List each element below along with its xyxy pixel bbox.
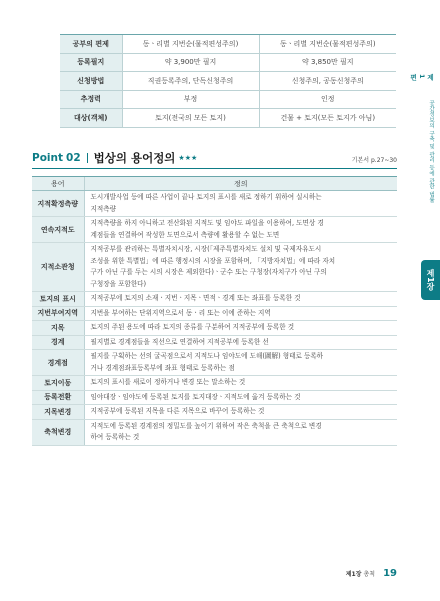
term-definition (84, 243, 397, 292)
term-row (32, 335, 397, 350)
definition-line: 지적도에 등록된 경계점의 정밀도를 높이기 위하여 작은 축척을 큰 축척으로 변경 (90, 421, 322, 430)
definition-line: 필지를 구획하는 선의 굴곡점으로서 지적도나 임야도에 도해(圖解) 형태로 등록하 (90, 352, 324, 360)
term-name: 경계 (32, 335, 84, 350)
point-heading (32, 150, 197, 166)
term-row (32, 405, 397, 420)
definition-line: 지적공부에 등록된 지목을 다른 지목으로 바꾸어 등록하는 것 (90, 407, 265, 415)
term-row (32, 376, 397, 391)
definition-line: 지적측량 (90, 204, 116, 213)
definition-line: 토지의 주된 용도에 따라 토지의 종류를 구분하여 지적공부에 등록한 것 (90, 323, 295, 331)
comparison-row (60, 109, 396, 128)
comparison-label: 추정력 (60, 90, 122, 109)
terms-table (32, 176, 397, 446)
point-number: 02 (66, 152, 81, 164)
comparison-left: 토지(전국의 모든 토지) (122, 109, 259, 128)
comparison-row (60, 90, 396, 109)
term-definition (84, 335, 397, 350)
term-row (32, 306, 397, 321)
definition-line: 지적공부를 관리하는 특별자치시장, 시장(「제주특별자치도 설치 및 국제자유도시 (90, 245, 322, 253)
term-row (32, 217, 397, 243)
textbook-reference: 기본서 p.27~30 (351, 157, 397, 164)
heading-divider (87, 153, 88, 163)
comparison-row (60, 72, 396, 91)
point-label: Point (32, 152, 64, 164)
term-row (32, 419, 397, 445)
comparison-right: 약 3,850만 필지 (259, 53, 396, 72)
definition-line: 거나 경계점좌표등록부에 좌표 형태로 등록하는 점 (90, 363, 235, 372)
term-definition (84, 217, 397, 243)
section-badge: 제1장 (421, 260, 440, 300)
term-definition (84, 405, 397, 420)
term-name: 지목변경 (32, 405, 84, 420)
definition-line: 임야대장ㆍ임야도에 등록된 토지를 토지대장ㆍ지적도에 옮겨 등록하는 것 (90, 392, 301, 401)
page-footer (346, 568, 397, 579)
term-name: 등록전환 (32, 390, 84, 405)
footer-subtitle: 총칙 (363, 571, 376, 578)
page-number: 19 (383, 568, 397, 579)
comparison-right: 건물 + 토지(모든 토지가 아님) (259, 109, 396, 128)
terms-header-row (32, 177, 397, 191)
term-definition (84, 350, 397, 376)
term-name: 축척변경 (32, 419, 84, 445)
term-column-header: 용어 (32, 177, 84, 191)
comparison-left: 부정 (122, 90, 259, 109)
term-definition (84, 321, 397, 336)
definition-line: 하여 등록하는 것 (90, 433, 140, 441)
term-name: 지적소관청 (32, 243, 84, 292)
term-row (32, 321, 397, 336)
comparison-right: 동ㆍ리별 지번순(물적편성주의) (259, 35, 396, 54)
term-row (32, 292, 397, 307)
definition-line: 지번을 부여하는 단위지역으로서 동ㆍ리 또는 이에 준하는 지역 (90, 308, 271, 317)
comparison-label: 공부의 편제 (60, 35, 122, 54)
comparison-row (60, 35, 396, 54)
term-definition (84, 376, 397, 391)
definition-line: 도시개발사업 등에 따른 사업이 끝나 토지의 표시를 새로 정하기 위하여 실시하는 (90, 193, 322, 201)
definition-line: 구가 아닌 구를 두는 시의 시장은 제외한다)ㆍ군수 또는 구청장(자치구가 아닌 구의 (90, 268, 327, 276)
term-row (32, 350, 397, 376)
definition-line: 조성을 위한 특별법」에 따른 행정시의 시장을 포함하며, 「지방자치법」에 따라 자치 (90, 256, 336, 265)
definition-line: 필지별로 경계점들을 직선으로 연결하여 지적공부에 등록한 선 (90, 337, 269, 346)
term-definition (84, 306, 397, 321)
comparison-label: 등록필지 (60, 53, 122, 72)
footer-chapter: 제1장 (345, 571, 362, 578)
term-definition (84, 191, 397, 217)
term-name: 토지이동 (32, 376, 84, 391)
definition-line: 토지의 표시를 새로이 정하거나 변경 또는 말소하는 것 (90, 378, 246, 386)
definition-column-header: 정의 (84, 177, 397, 191)
definition-line: 지적공부에 토지의 소재ㆍ지번ㆍ지목ㆍ면적ㆍ경계 또는 좌표를 등록한 것 (90, 294, 301, 302)
importance-stars: ★★★ (178, 154, 198, 162)
term-definition (84, 390, 397, 405)
term-definition (84, 419, 397, 445)
heading-underline (32, 168, 397, 169)
term-name: 지적확정측량 (32, 191, 84, 217)
definition-line: 지적측량을 하지 아니하고 전산화된 지적도 및 임야도 파일을 이용하여, 도면상 경 (90, 219, 324, 227)
term-name: 토지의 표시 (32, 292, 84, 307)
comparison-label: 신청방법 (60, 72, 122, 91)
term-row (32, 191, 397, 217)
section-title: 법상의 용어정의 (93, 151, 176, 165)
comparison-right: 인정 (259, 90, 396, 109)
term-name: 지번부여지역 (32, 306, 84, 321)
chapter-title: 공간정보의 구축 및 관리 등에 관한 법률 (428, 100, 434, 203)
term-name: 연속지적도 (32, 217, 84, 243)
term-definition (84, 292, 397, 307)
term-name: 지목 (32, 321, 84, 336)
comparison-label: 대상(객체) (60, 109, 122, 128)
comparison-left: 직권등록주의, 단독신청주의 (122, 72, 259, 91)
comparison-left: 약 3,900만 필지 (122, 53, 259, 72)
comparison-row (60, 53, 396, 72)
term-name: 경계점 (32, 350, 84, 376)
comparison-table (60, 34, 396, 128)
comparison-right: 신청주의, 공동신청주의 (259, 72, 396, 91)
definition-line: 구청장을 포함한다) (90, 279, 147, 288)
definition-line: 계점들을 연결하여 작성한 도면으로서 측량에 활용할 수 없는 도면 (90, 230, 280, 239)
chapter-number: 제1편 (409, 74, 434, 81)
term-row (32, 390, 397, 405)
comparison-left: 동ㆍ리별 지번순(물적편성주의) (122, 35, 259, 54)
term-row (32, 243, 397, 292)
